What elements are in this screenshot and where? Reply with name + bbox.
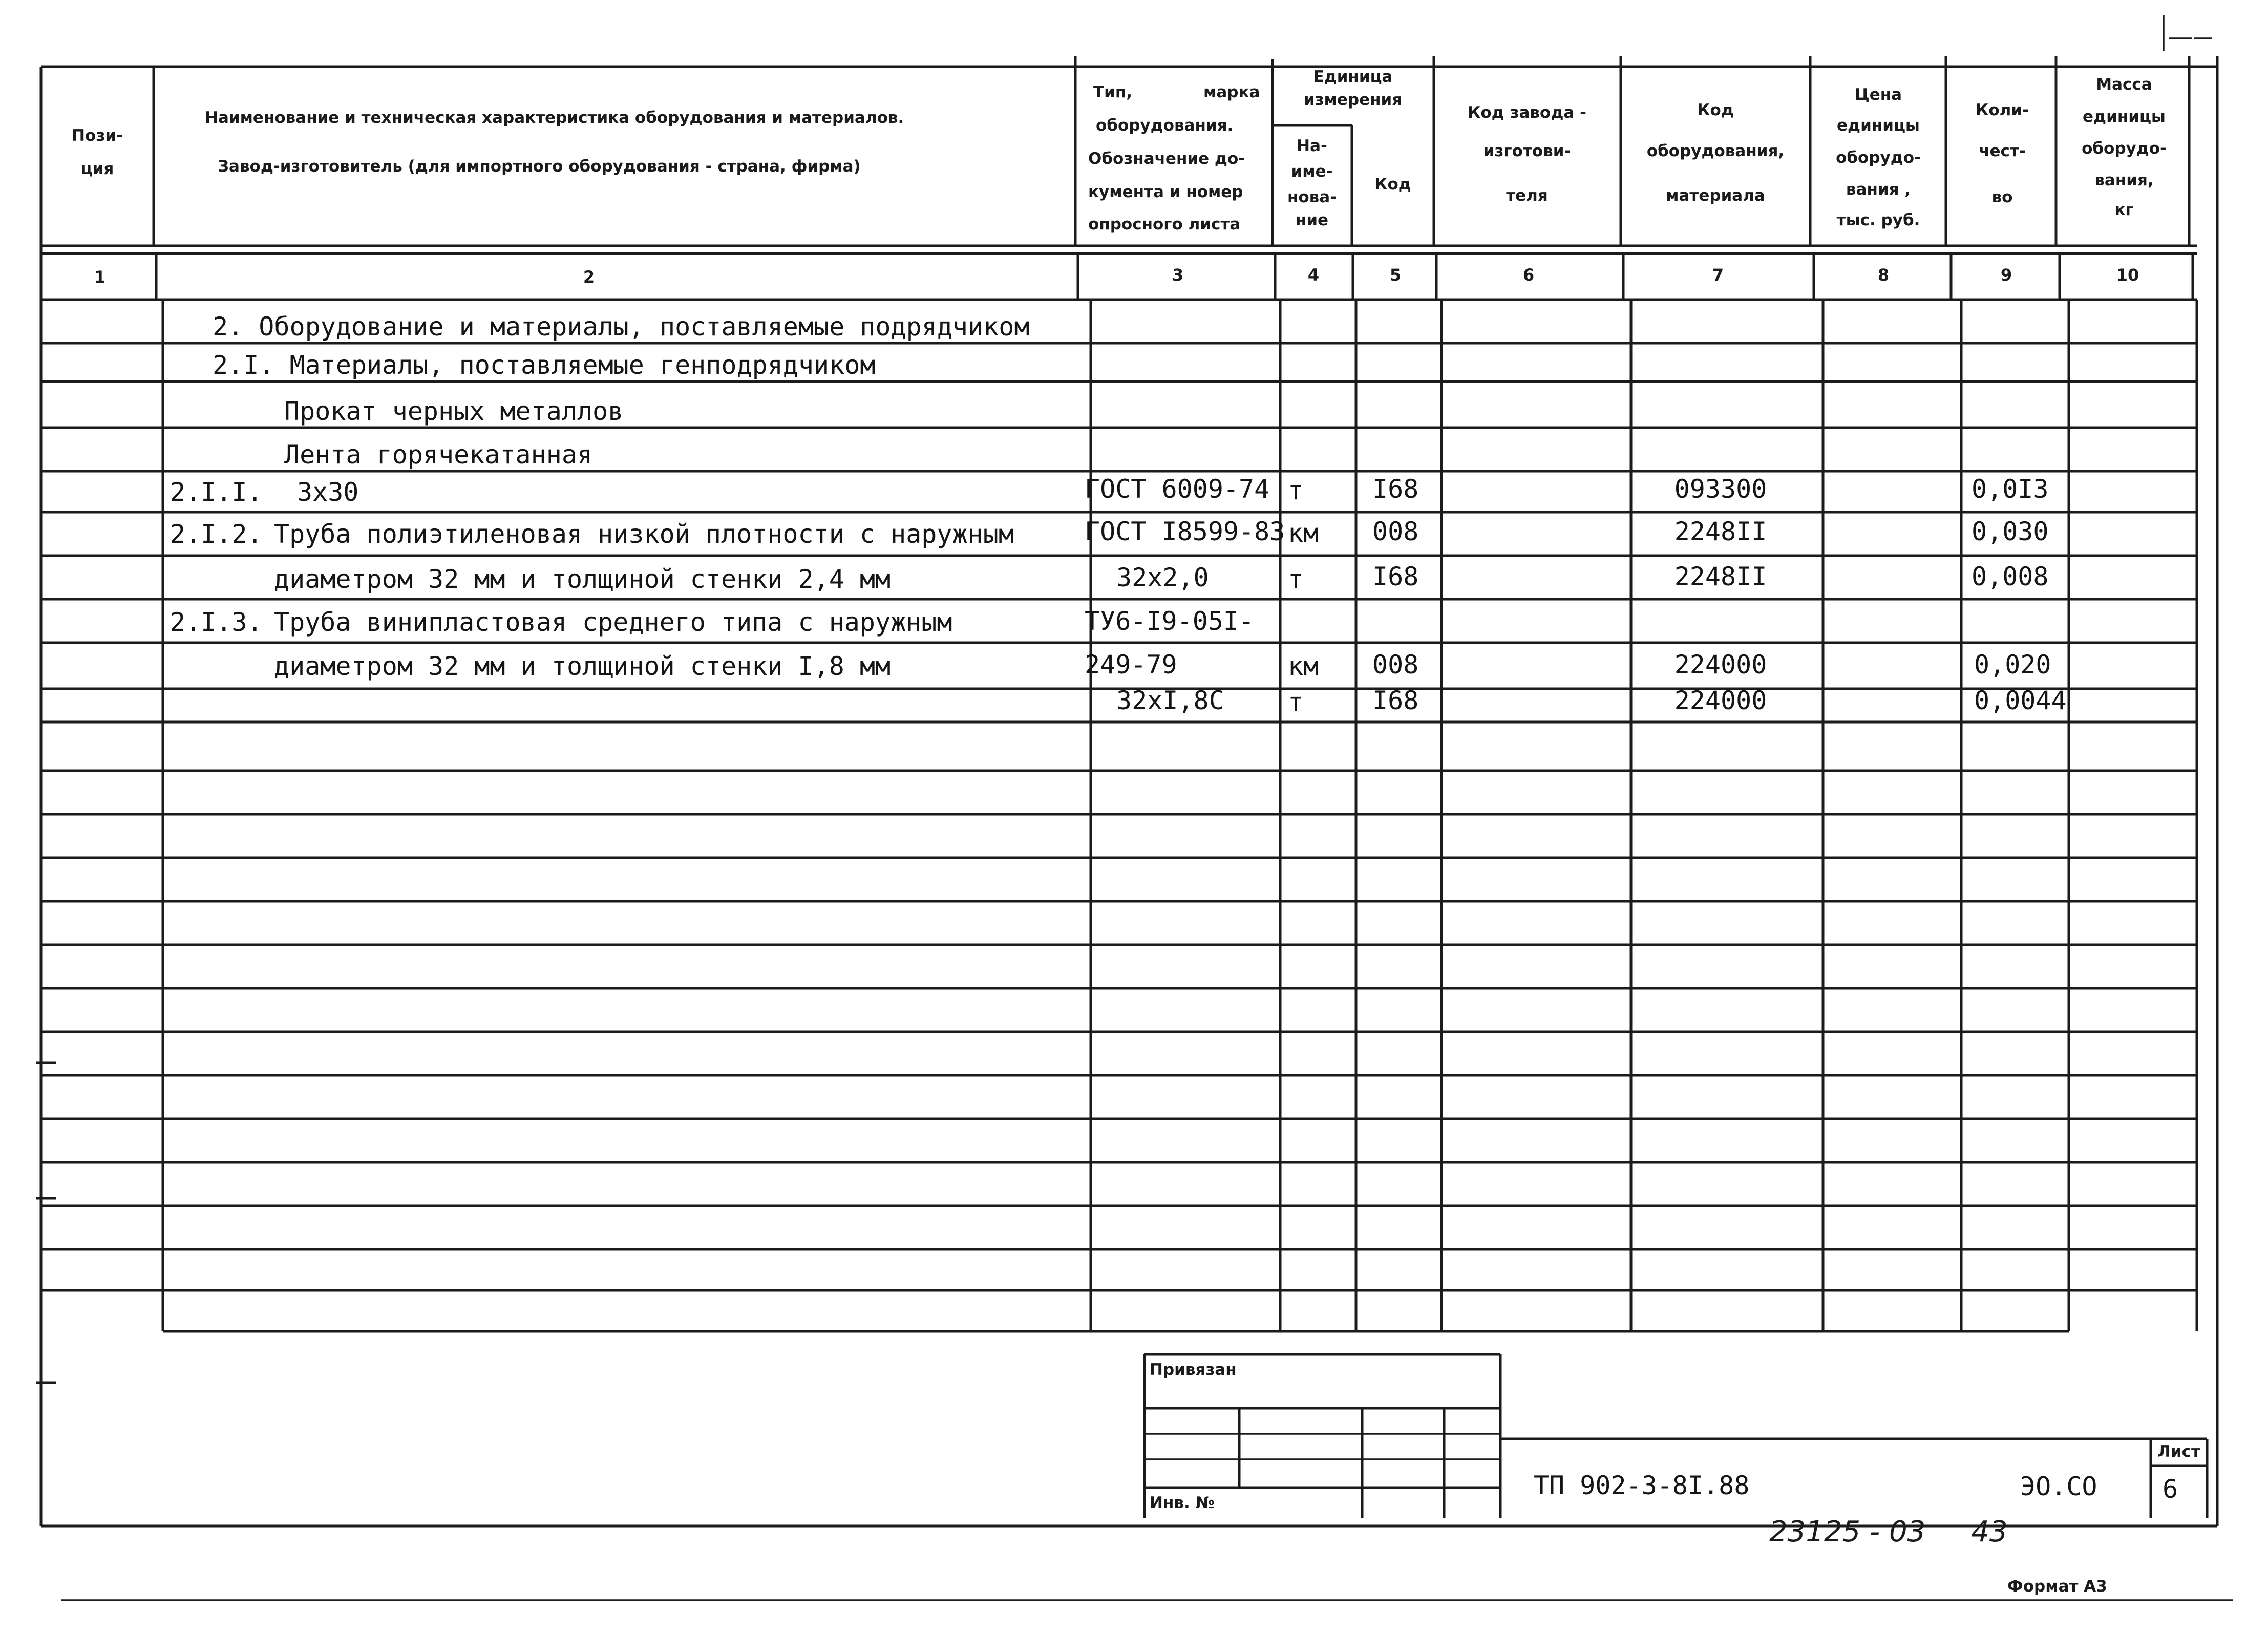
header-col3-line1: Тип, <box>1093 83 1133 101</box>
row5-unit: т <box>1288 476 1304 505</box>
row9-unit-code: 008 <box>1372 650 1419 680</box>
table-header-text <box>72 68 2167 234</box>
row10-type: 32xI,8C <box>1116 686 1224 715</box>
row9-code: 224000 <box>1674 650 1767 680</box>
header-col9-line1: Коли- <box>1976 101 2029 119</box>
row7-code: 2248II <box>1674 562 1767 591</box>
row6-unit-code: 008 <box>1372 517 1419 546</box>
stamp-sheet-number: 6 <box>2162 1474 2178 1504</box>
row6-type: ГОСТ I8599-83 <box>1085 517 1285 546</box>
header-col5: Код <box>1374 175 1411 194</box>
stamp-designation: ТП 902-3-8I.88 <box>1534 1471 1750 1500</box>
format-label: Формат А3 <box>2007 1577 2107 1596</box>
header-col6-line1: Код завода - <box>1468 103 1586 122</box>
header-unit-line2: измерения <box>1303 91 1403 109</box>
column-number-2: 2 <box>583 267 595 287</box>
row10-code: 224000 <box>1674 686 1767 715</box>
header-col10-line2: единицы <box>2083 108 2166 126</box>
header-col1-line1: Пози- <box>72 126 123 145</box>
header-col10-line5: кг <box>2114 201 2134 219</box>
row5-qty: 0,0I3 <box>1972 474 2049 504</box>
row8-pos: 2.I.3. <box>170 607 263 637</box>
header-col3-line2: марка <box>1203 83 1260 101</box>
column-number-4: 4 <box>1307 265 1320 285</box>
header-col7-line3: материала <box>1666 186 1765 205</box>
header-unit-line1: Единица <box>1313 68 1393 86</box>
row7-name: диаметром 32 мм и толщиной стенки 2,4 мм <box>274 564 891 594</box>
header-col8-line3: оборудо- <box>1836 149 1921 167</box>
row8-name: Труба винипластовая среднего типа с наружным <box>274 607 952 637</box>
header-col4-line1: На- <box>1297 137 1327 155</box>
header-col7-line2: оборудования, <box>1646 142 1785 160</box>
header-col8-line5: тыс. руб. <box>1836 211 1920 229</box>
row9-type: 249-79 <box>1085 650 1177 680</box>
column-number-5: 5 <box>1389 265 1402 285</box>
row2-name: 2.I. Материалы, поставляемые генподрядчиком <box>213 350 876 380</box>
row9-qty: 0,020 <box>1974 650 2051 680</box>
header-col10-line1: Масса <box>2096 75 2152 94</box>
row8-type: ТУ6-I9-05I- <box>1085 606 1255 636</box>
column-number-9: 9 <box>2000 265 2012 285</box>
row5-code: 093300 <box>1674 474 1767 504</box>
title-block <box>1144 1354 2207 1596</box>
row6-code: 2248II <box>1674 517 1767 546</box>
row5-unit-code: I68 <box>1372 474 1419 504</box>
header-col8-line2: единицы <box>1837 116 1920 135</box>
header-col3-line6: опросного листа <box>1088 215 1241 234</box>
header-col6-line2: изготови- <box>1483 142 1571 160</box>
column-number-7: 7 <box>1712 265 1724 285</box>
stamp-inv-no: Инв. № <box>1150 1494 1215 1512</box>
stamp-privyazan: Привязан <box>1150 1361 1237 1379</box>
header-col3-line5: кумента и номер <box>1088 183 1243 201</box>
row7-qty: 0,008 <box>1972 562 2049 591</box>
header-col2-line2: Завод-изготовитель (для импортного оборудования - страна, фирма) <box>218 157 861 176</box>
header-col3-line3: оборудования. <box>1096 116 1234 135</box>
row5-pos: 2.I.I. <box>170 477 263 507</box>
stamp-section: ЭО.СО <box>2020 1472 2097 1501</box>
row10-unit: т <box>1288 687 1304 717</box>
row6-unit: км <box>1288 518 1319 548</box>
table-body <box>170 312 2067 717</box>
column-number-8: 8 <box>1877 265 1890 285</box>
row7-type: 32x2,0 <box>1116 563 1209 592</box>
row3-name: Прокат черных металлов <box>284 396 624 426</box>
row6-qty: 0,030 <box>1972 517 2049 546</box>
column-number-1: 1 <box>94 267 106 287</box>
header-col10-line4: вания, <box>2094 171 2154 189</box>
row7-unit: т <box>1288 564 1304 594</box>
header-col6-line3: теля <box>1506 186 1548 205</box>
row9-unit: км <box>1288 651 1319 681</box>
row6-name: Труба полиэтиленовая низкой плотности с наружным <box>274 519 1014 549</box>
column-number-3: 3 <box>1172 265 1184 285</box>
column-numbers <box>94 265 2139 287</box>
header-col3-line4: Обозначение до- <box>1088 150 1245 168</box>
header-col10-line3: оборудо- <box>2082 139 2167 158</box>
row6-pos: 2.I.2. <box>170 519 263 549</box>
handwritten-archive-number: 23125 - 03 43 <box>1769 1515 2008 1549</box>
row1-name: 2. Оборудование и материалы, поставляемые подрядчиком <box>213 312 1030 342</box>
row10-qty: 0,0044 <box>1974 686 2067 715</box>
header-col4-line2: име- <box>1291 162 1333 181</box>
header-col7-line1: Код <box>1697 101 1734 119</box>
header-col9-line3: во <box>1991 188 2013 206</box>
row4-name: Лента горячекатанная <box>284 440 593 470</box>
row7-unit-code: I68 <box>1372 562 1419 591</box>
row5-type: ГОСТ 6009-74 <box>1085 474 1270 504</box>
stamp-sheet-label: Лист <box>2157 1443 2200 1461</box>
row9-name: диаметром 32 мм и толщиной стенки I,8 мм <box>274 651 891 681</box>
row5-name: 3x30 <box>297 477 359 507</box>
header-col1-line2: ция <box>80 160 114 178</box>
header-col4-line3: нова- <box>1287 188 1337 206</box>
row10-unit-code: I68 <box>1372 686 1419 715</box>
header-col8-line1: Цена <box>1854 86 1902 104</box>
header-col4-line4: ние <box>1295 211 1329 229</box>
column-number-6: 6 <box>1522 265 1535 285</box>
header-col8-line4: вания , <box>1846 180 1911 199</box>
header-col2-line1: Наименование и техническая характеристика оборудования и материалов. <box>205 109 904 127</box>
column-number-10: 10 <box>2116 265 2139 285</box>
header-col9-line2: чест- <box>1979 142 2026 160</box>
